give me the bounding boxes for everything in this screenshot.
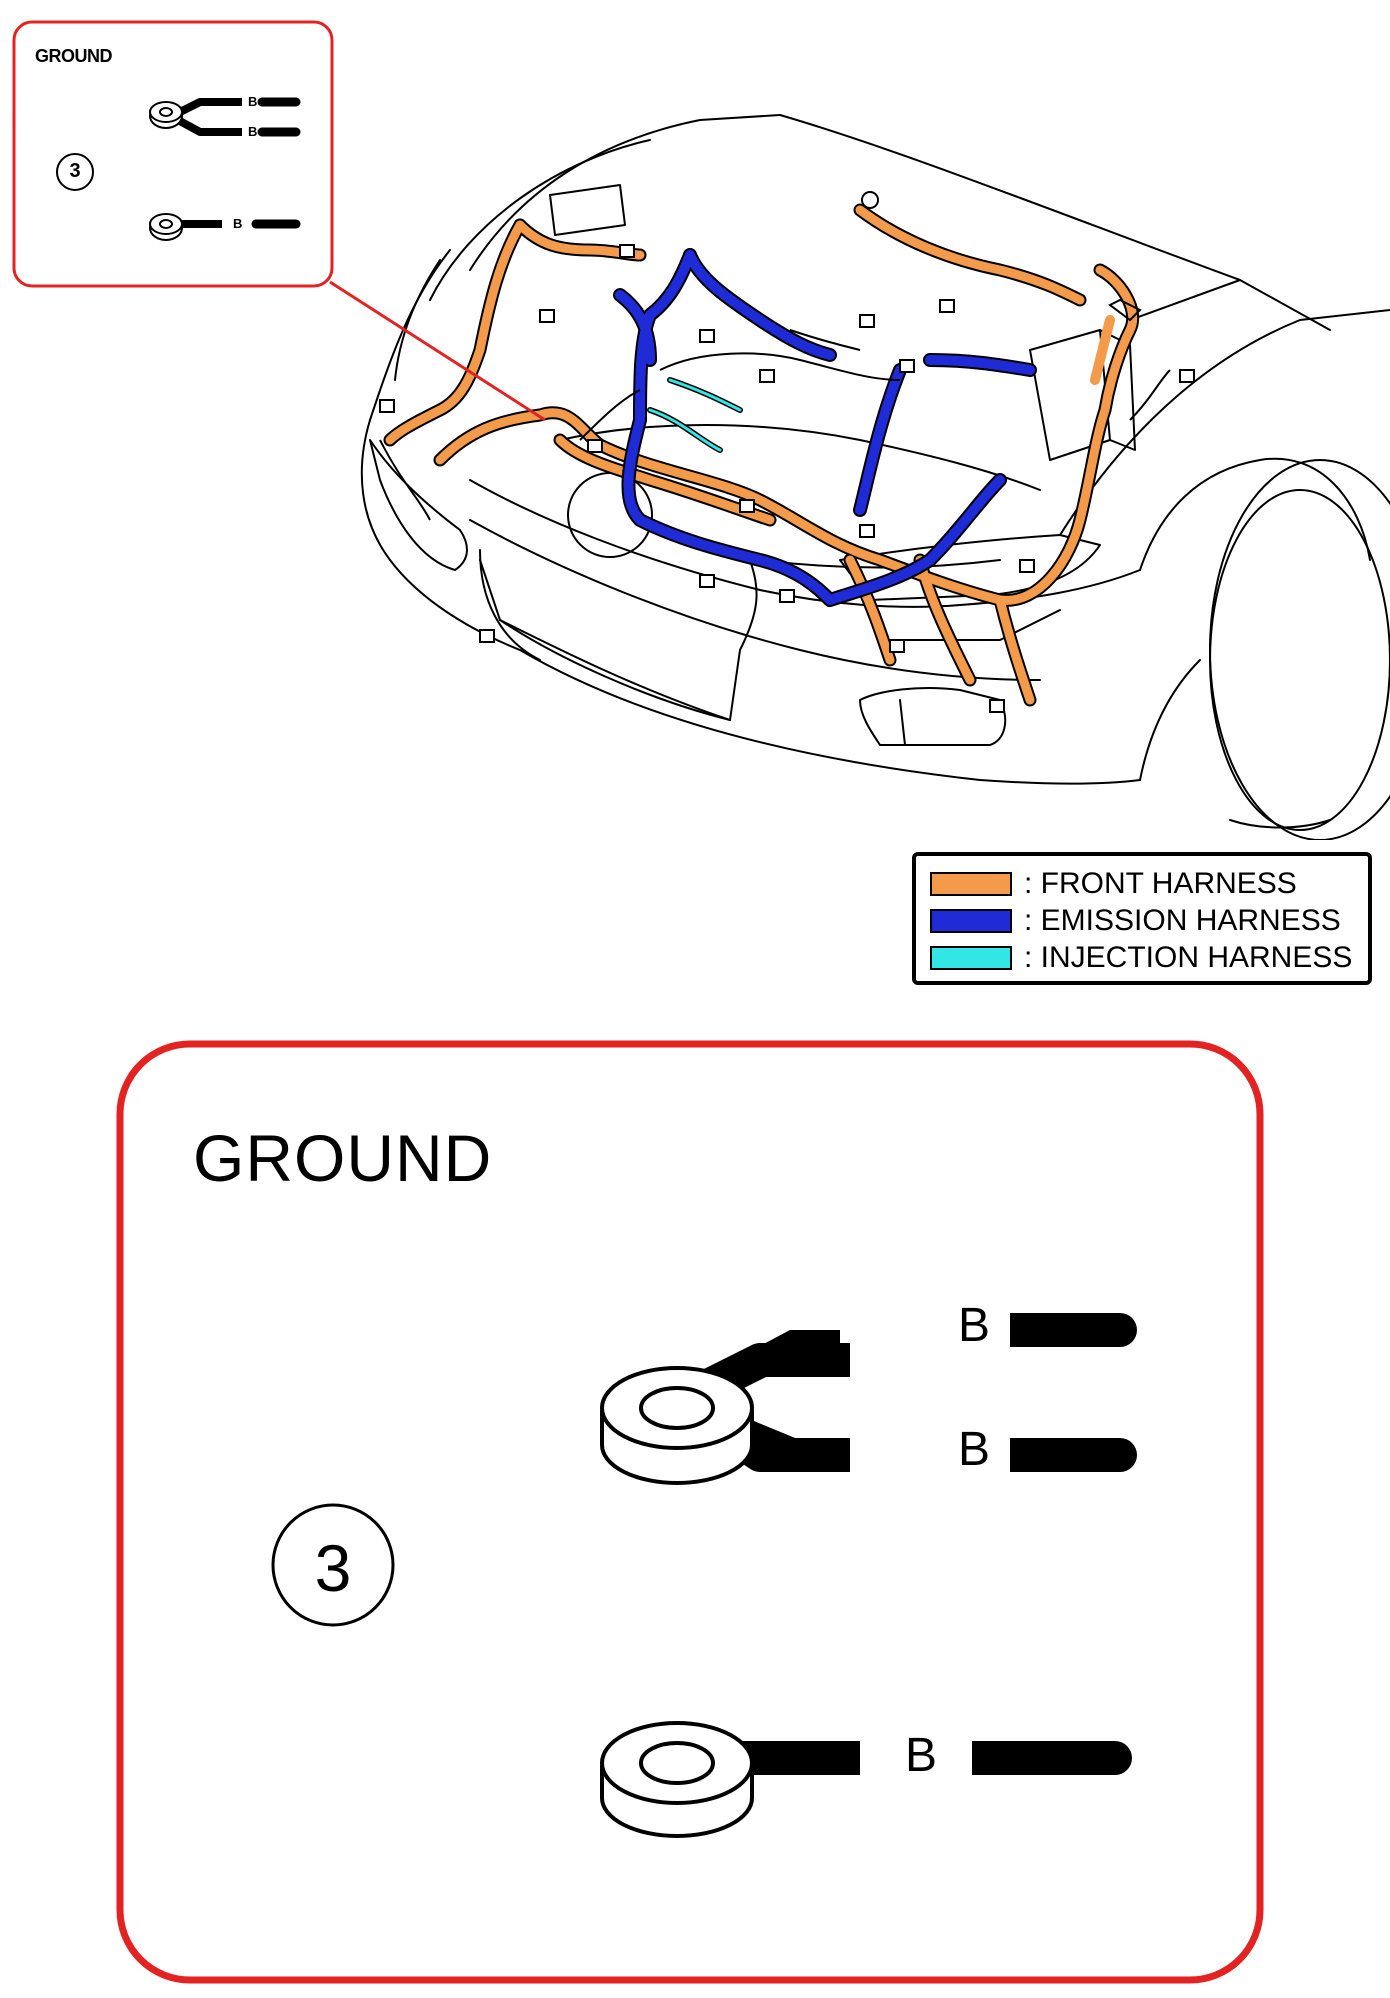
harness-legend <box>912 852 1372 985</box>
legend-swatch-emission <box>930 909 1012 933</box>
small-callout-title: GROUND <box>35 46 112 66</box>
legend-label-injection: : INJECTION HARNESS <box>1024 941 1353 974</box>
legend-item-injection-harness <box>930 942 1352 974</box>
legend-label-emission: : EMISSION HARNESS <box>1024 904 1341 937</box>
small-wire-label-bottom: B <box>233 216 243 231</box>
legend-item-front-harness <box>930 868 1297 900</box>
small-wire-label-middle: B <box>248 124 258 139</box>
legend-swatch-injection <box>930 946 1012 970</box>
leader-line <box>330 282 545 420</box>
small-ground-callout <box>0 0 600 460</box>
legend-item-emission-harness <box>930 905 1341 937</box>
large-callout-number: 3 <box>314 1531 352 1605</box>
large-callout-title: GROUND <box>193 1121 493 1195</box>
small-callout-number: 3 <box>69 160 81 182</box>
large-wire-label-bottom: B <box>905 1729 938 1782</box>
large-wire-label-middle: B <box>958 1423 991 1476</box>
large-wire-label-top: B <box>958 1299 991 1352</box>
legend-label-front: : FRONT HARNESS <box>1024 867 1297 900</box>
small-wire-label-top: B <box>248 94 258 109</box>
legend-swatch-front <box>930 872 1012 896</box>
